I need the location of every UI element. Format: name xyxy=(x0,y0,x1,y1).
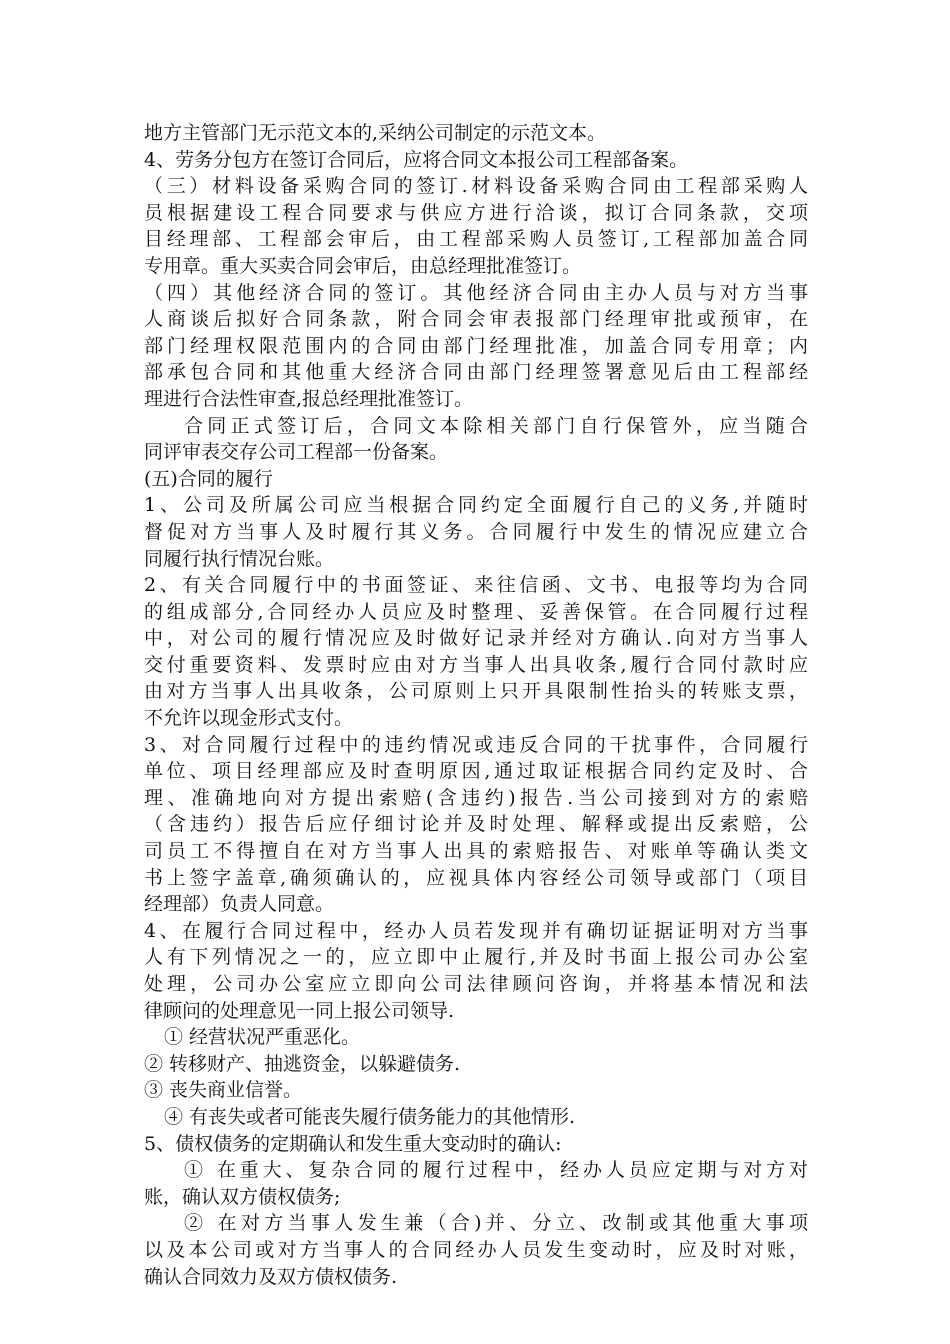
text-line: 中，对公司的履行情况应及时做好记录并经对方确认.向对方当事人 xyxy=(144,627,808,650)
text-line: 员根据建设工程合同要求与供应方进行洽谈，拟订合同条款，交项 xyxy=(144,201,808,224)
text-line: 以及本公司或对方当事人的合同经办人员发生变动时，应及时对账， xyxy=(144,1238,808,1261)
text-line: 2、有关合同履行中的书面签证、来往信函、文书、电报等均为合同 xyxy=(144,574,808,597)
text-line: （三）材料设备采购合同的签订.材料设备采购合同由工程部采购人 xyxy=(144,175,808,198)
text-line: ① 在重大、复杂合同的履行过程中，经办人员应定期与对方对 xyxy=(184,1159,808,1182)
text-line: 确认合同效力及双方债权债务. xyxy=(144,1265,398,1288)
text-line: 3、对合同履行过程中的违约情况或违反合同的干扰事件，合同履行 xyxy=(144,733,808,756)
text-line: 人商谈后拟好合同条款，附合同会审表报部门经理审批或预审，在 xyxy=(144,308,808,331)
text-line: ② 在对方当事人发生兼（合)并、分立、改制或其他重大事项 xyxy=(184,1212,808,1235)
text-line: ③ 丧失商业信誉。 xyxy=(144,1079,303,1102)
text-line: 不允许以现金形式支付。 xyxy=(144,707,354,730)
text-line: 目经理部、工程部会审后，由工程部采购人员签订,工程部加盖合同 xyxy=(144,228,808,251)
text-line: 部门经理权限范围内的合同由部门经理批准，加盖合同专用章；内 xyxy=(144,334,808,357)
text-line: 合同正式签订后，合同文本除相关部门自行保管外，应当随合 xyxy=(184,414,808,437)
text-line: 同评审表交存公司工程部一份备案。 xyxy=(144,441,449,464)
text-line: 4、劳务分包方在签订合同后，应将合同文本报公司工程部备案。 xyxy=(144,148,689,171)
text-line: 理、准确地向对方提出索赔(含违约)报告.当公司接到对方的索赔 xyxy=(144,786,808,809)
text-line: 交付重要资料、发票时应由对方当事人出具收条,履行合同付款时应 xyxy=(144,653,808,676)
text-line: （含违约）报告后应仔细讨论并及时处理、解释或提出反索赔，公 xyxy=(144,813,808,836)
text-line: 地方主管部门无示范文本的,采纳公司制定的示范文本。 xyxy=(144,122,607,144)
text-line: 5、债权债务的定期确认和发生重大变动时的确认: xyxy=(144,1132,562,1155)
text-line: 理进行合法性审查,报总经理批准签订。 xyxy=(144,387,474,410)
text-line: 司员工不得擅自在对方当事人出具的索赔报告、对账单等确认类文 xyxy=(144,840,808,863)
text-line: （四）其他经济合同的签订。其他经济合同由主办人员与对方当事 xyxy=(144,281,808,304)
text-line: 1、公司及所属公司应当根据合同约定全面履行自己的义务,并随时 xyxy=(144,494,808,517)
text-line: 律顾问的处理意见一同上报公司领导. xyxy=(144,999,455,1022)
text-line: ④ 有丧失或者可能丧失履行债务能力的其他情形. xyxy=(164,1105,576,1128)
text-line: 处理，公司办公室应立即向公司法律顾问咨询，并将基本情况和法 xyxy=(144,973,808,995)
text-line: 督促对方当事人及时履行其义务。合同履行中发生的情况应建立合 xyxy=(144,520,808,543)
text-line: 由对方当事人出具收条，公司原则上只开具限制性抬头的转账支票， xyxy=(144,680,808,703)
text-line: 经理部）负责人同意。 xyxy=(144,893,335,916)
text-line: 账，确认双方债权债务; xyxy=(144,1185,341,1208)
text-line: 部承包合同和其他重大经济合同由部门经理签署意见后由工程部经 xyxy=(144,361,808,384)
text-line: 的组成部分,合同经办人员应及时整理、妥善保管。在合同履行过程 xyxy=(144,600,808,623)
text-line: ① 经营状况严重恶化。 xyxy=(164,1026,361,1049)
text-line: 书上签字盖章,确须确认的，应视具体内容经公司领导或部门（项目 xyxy=(144,866,808,889)
text-line: 人有下列情况之一的，应立即中止履行,并及时书面上报公司办公室 xyxy=(144,946,808,969)
document-page xyxy=(144,120,808,1290)
text-line: (五)合同的履行 xyxy=(144,467,273,490)
text-line: 单位、项目经理部应及时查明原因,通过取证根据合同约定及时、合 xyxy=(144,760,808,783)
text-line: 同履行执行情况台账。 xyxy=(144,547,335,570)
text-line: 4、在履行合同过程中，经办人员若发现并有确切证据证明对方当事 xyxy=(144,919,808,942)
text-line: ② 转移财产、抽逃资金，以躲避债务. xyxy=(144,1052,461,1075)
text-line: 专用章。重大买卖合同会审后，由总经理批准签订。 xyxy=(144,254,582,277)
